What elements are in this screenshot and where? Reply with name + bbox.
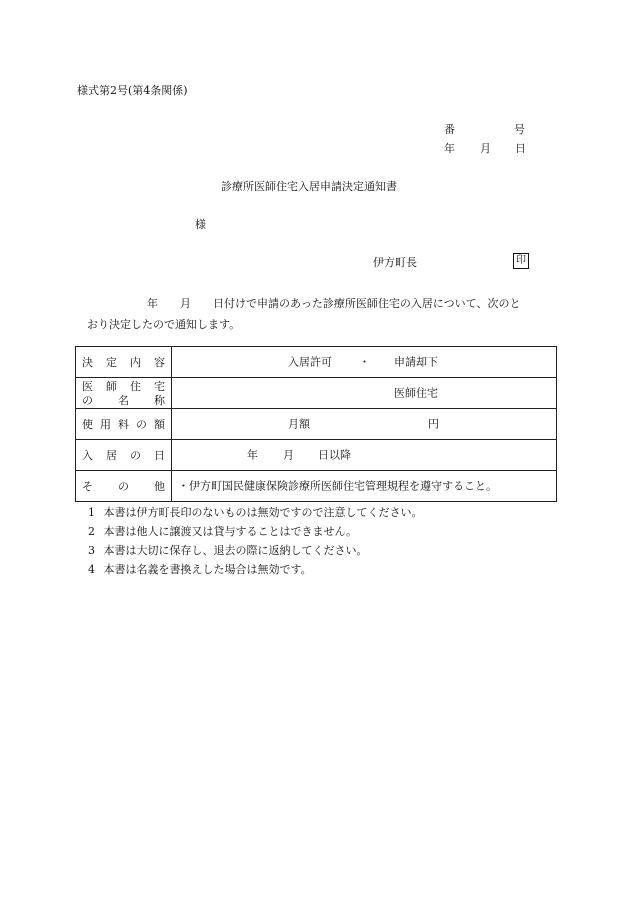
table-row-other [76, 471, 557, 502]
option-reject: 申請却下 [394, 355, 438, 369]
body-year: 年 [147, 297, 158, 310]
value-fee [172, 409, 557, 440]
note-item: 3 本書は大切に保存し、退去の際に返納してください。 [88, 544, 368, 557]
value-other [172, 471, 557, 502]
note-item: 4 本書は名義を書換えした場合は無効です。 [88, 563, 312, 576]
monthly-label: 月額 [288, 417, 310, 431]
table-row-decision [76, 347, 557, 378]
option-separator: ・ [359, 355, 370, 369]
table-row-residence-name [76, 378, 557, 409]
document-title: 診療所医師住宅入居申請決定通知書 [221, 180, 397, 193]
seal-stamp-box: 印 [513, 253, 529, 269]
value-move-in-date [172, 440, 557, 471]
move-in-day: 日以降 [318, 448, 351, 462]
move-in-month: 月 [283, 448, 294, 462]
note-item: 1 本書は伊方町長印のないものは無効ですので注意してください。 [88, 506, 423, 519]
residence-name: 医師住宅 [394, 386, 438, 400]
option-approve: 入居許可 [288, 355, 332, 369]
body-line1: 日付けで申請のあった診療所医師住宅の入居について、次のと [213, 297, 521, 310]
decision-table [75, 346, 557, 502]
table-row-fee [76, 409, 557, 440]
note-item: 2 本書は他人に譲渡又は貸与することはできません。 [88, 525, 358, 538]
value-residence-name [172, 378, 557, 409]
header-day: 日 [515, 142, 526, 155]
header-number-label: 番 [444, 123, 455, 136]
recipient-honorific: 様 [195, 218, 206, 231]
body-month: 月 [180, 297, 191, 310]
label-move-in-date: 入 居 の 日 [76, 440, 172, 471]
label-residence-name: 医 師 住 宅 の 名 称 [76, 378, 172, 409]
label-fee: 使 用 料 の 額 [76, 409, 172, 440]
header-month: 月 [480, 142, 491, 155]
table-row-move-in-date [76, 440, 557, 471]
label-other: そ の 他 [76, 471, 172, 502]
header-number-suffix: 号 [514, 123, 525, 136]
body-paragraph [77, 293, 555, 335]
body-line2: おり決定したので通知します。 [87, 318, 241, 331]
other-condition: ・伊方町国民健康保険診療所医師住宅管理規程を遵守すること。 [178, 479, 497, 493]
move-in-year: 年 [247, 448, 258, 462]
header-year: 年 [444, 142, 455, 155]
value-decision [172, 347, 557, 378]
yen-unit: 円 [428, 417, 439, 431]
notes-list [88, 507, 423, 583]
label-decision: 決 定 内 容 [76, 347, 172, 378]
issuer-name: 伊方町長 [373, 256, 417, 269]
form-number: 様式第2号(第4条関係) [77, 84, 188, 97]
